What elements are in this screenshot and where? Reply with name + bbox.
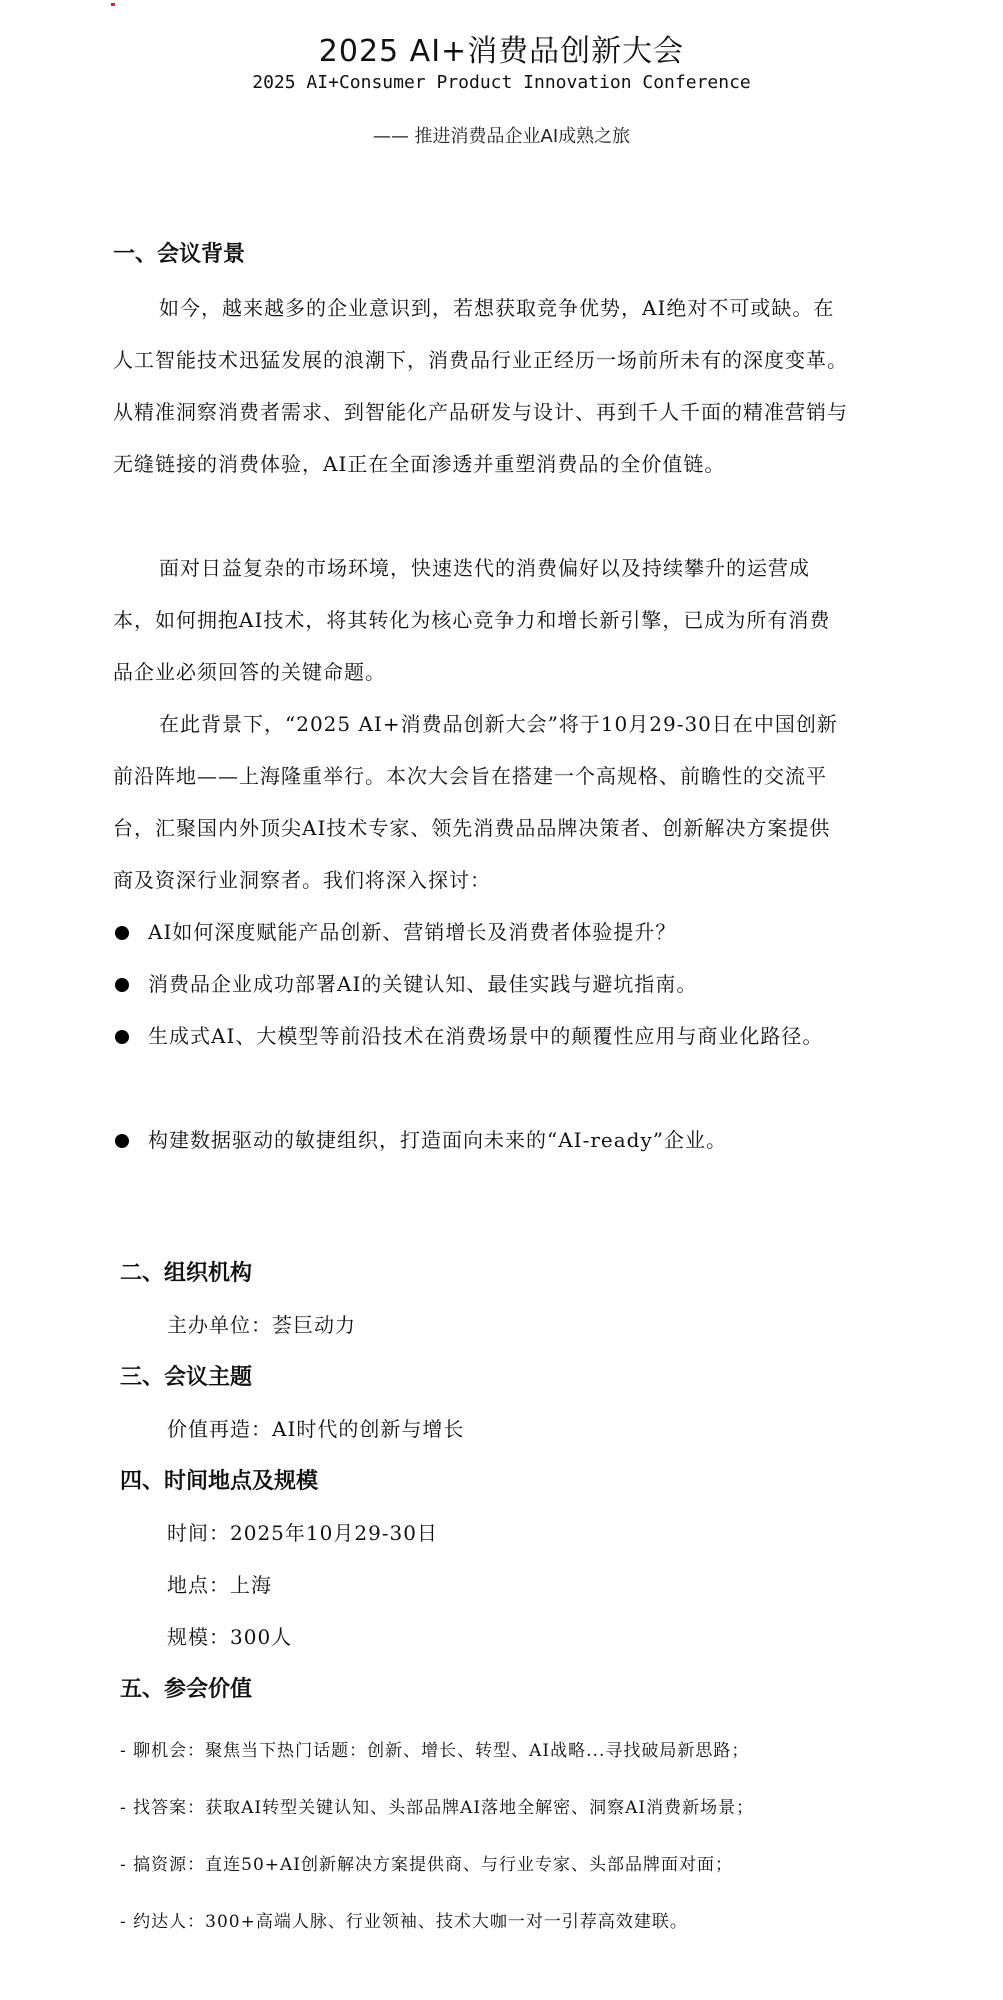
place-line: 地点：上海 <box>167 1573 272 1597</box>
title-english: 2025 AI+Consumer Product Innovation Conference <box>252 72 751 93</box>
section5-heading: 五、参会价值 <box>120 1677 253 1702</box>
bullet-icon <box>115 1134 129 1148</box>
bullet-icon <box>115 926 129 940</box>
bullet-icon <box>115 1030 129 1044</box>
bullet-item: 消费品企业成功部署AI的关键认知、最佳实践与避坑指南。 <box>113 958 848 1010</box>
background-paragraph-2: 面对日益复杂的市场环境，快速迭代的消费偏好以及持续攀升的运营成本，如何拥抱AI技术，将其转化为核心竞争力和增长新引擎，已成为所有消费品企业必须回答的关键命题。 <box>113 556 831 684</box>
time-line: 时间：2025年10月29-30日 <box>167 1521 439 1545</box>
section4-heading: 四、时间地点及规模 <box>120 1469 319 1494</box>
value-item: - 聊机会：聚焦当下热门话题：创新、增长、转型、AI战略...寻找破局新思路； <box>120 1741 750 1761</box>
value-item: - 找答案：获取AI转型关键认知、头部品牌AI落地全解密、洞察AI消费新场景； <box>120 1798 755 1818</box>
logo-mark <box>111 3 115 6</box>
background-paragraph-3: 在此背景下，“2025 AI+消费品创新大会”将于10月29-30日在中国创新前沿阵地——上海隆重举行。本次大会旨在搭建一个高规格、前瞻性的交流平台，汇聚国内外顶尖AI技术专家、领先消费品品牌决策者、创新解决方案提供商及资深行业洞察者。我们将深入探讨： <box>113 712 838 892</box>
scale-line: 规模：300人 <box>167 1625 293 1649</box>
section3-heading: 三、会议主题 <box>120 1365 253 1390</box>
background-paragraph-1: 如今，越来越多的企业意识到，若想获取竞争优势，AI绝对不可或缺。在人工智能技术迅猛发展的浪潮下，消费品行业正经历一场前所未有的深度变革。从精准洞察消费者需求、到智能化产品研发与设计、再到千人千面的精准营销与无缝链接的消费体验，AI正在全面渗透并重塑消费品的全价值链。 <box>113 296 848 476</box>
section2-heading: 二、组织机构 <box>120 1261 253 1286</box>
title-chinese: 2025 AI+消费品创新大会 <box>318 34 685 69</box>
subtitle: —— 推进消费品企业AI成熟之旅 <box>372 126 631 147</box>
host-line: 主办单位：荟巨动力 <box>167 1313 356 1337</box>
bullet-item: 构建数据驱动的敏捷组织，打造面向未来的“AI-ready”企业。 <box>113 1114 848 1166</box>
bullet-item: 生成式AI、大模型等前沿技术在消费场景中的颠覆性应用与商业化路径。 <box>113 1010 848 1062</box>
section1-heading: 一、会议背景 <box>113 242 246 267</box>
value-item: - 约达人：300+高端人脉、行业领袖、技术大咖一对一引荐高效建联。 <box>120 1912 688 1932</box>
theme-line: 价值再造：AI时代的创新与增长 <box>167 1417 465 1441</box>
value-item: - 搞资源：直连50+AI创新解决方案提供商、与行业专家、头部品牌面对面； <box>120 1855 734 1875</box>
bullet-item: AI如何深度赋能产品创新、营销增长及消费者体验提升？ <box>113 906 848 958</box>
bullet-icon <box>115 978 129 992</box>
